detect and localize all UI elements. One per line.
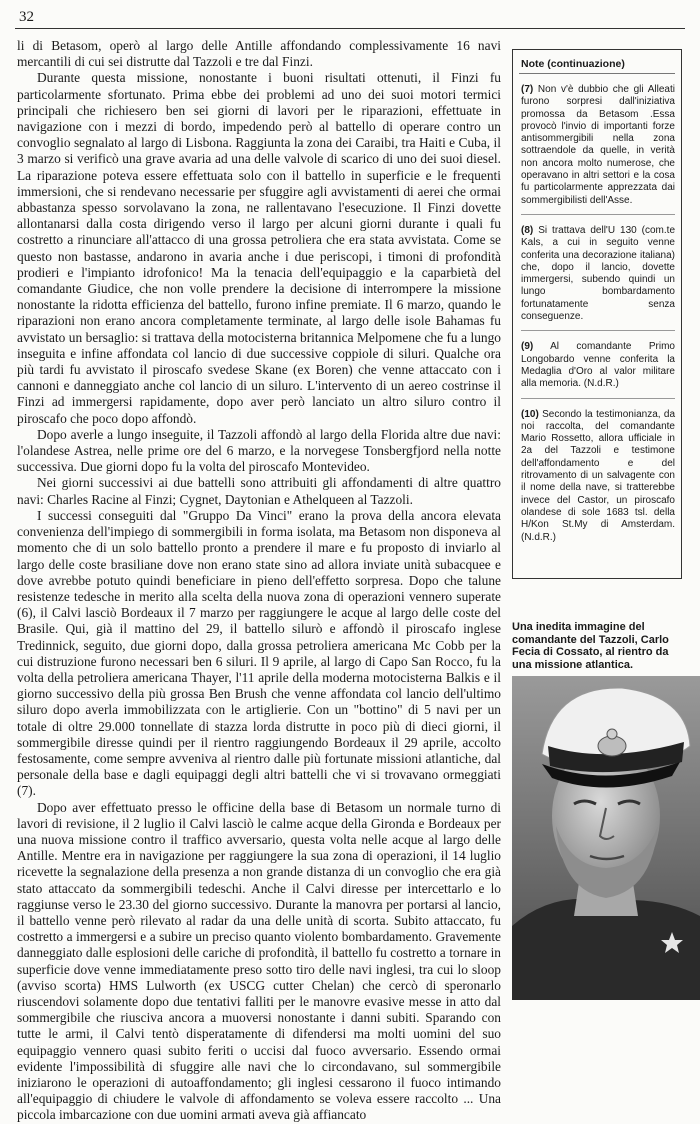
body-paragraph-1: li di Betasom, operò al largo delle Antille affondando complessivamente 16 navi mercantili di cui sei distrutte dal Tazzoli e tre dal Finzi. xyxy=(17,38,501,70)
body-paragraph-5: I successi conseguiti dal "Gruppo Da Vinci" erano la prova della ancora elevata convenienza dell'impiego di sommergibili in forma isolata, ma Betasom non disponeva al momento che di un solo battello pronto a prendere il mare e fu proposto di inviarlo al largo delle coste brasiliane dove non erano state sino ad allora inviate unità subacquee e dove avrebbe potuto quindi beneficiare in pieno dell'effetto sorpresa. Dopo che talune resistenze tedesche in merito alla scelta della nuova zona di operazioni vennero superate (6), il Calvi lasciò Bordeaux il 7 marzo per raggiungere le acque al largo delle coste del Brasile. Qui, già il mattino del 29, il battello silurò e affondò il piroscafo inglese Tredinnick, seguito, due giorni dopo, dalla grossa petroliera americana Mc Cobb per la cui distruzione furono necessari ben 6 siluri. Il 9 aprile, al largo di Capo San Rocco, fu la volta della petroliera americana Thayer, l'11 aprile della moderna motocisterna Balkis e il giorno successivo della più grossa Ben Brush che venne affondata col lancio dell'ultimo siluro dopo averla immobilizzata con le artiglierie. Con un "bottino" di 5 navi per un totale di oltre 29.000 tonnellate di stazza lorda distrutte in poco più di dieci giorni, il sommergibile diresse quindi per il rientro raggiungendo Bordeaux il 29 aprile, accolto festosamente, come sempre avveniva al rientro dalle più fortunate missioni atlantiche, dal personale della base e dagli equipaggi degli altri battelli che vi si trovavano ormeggiati (7). xyxy=(17,507,501,799)
note-number: (8) xyxy=(521,224,534,236)
body-paragraph-3: Dopo averle a lungo inseguite, il Tazzoli affondò al largo della Florida altre due navi: l'olandese Astrea, nelle prime ore del 6 marzo, e la norvegese Tonsbergfjord nella notte successiva. Due giorni dopo fu la volta del piroscafo Montevideo. xyxy=(17,426,501,475)
note-9 xyxy=(521,341,675,398)
note-text: Al comandante Primo Longobardo venne conferita la Medaglia d'Oro al valor militare alla memoria. (N.d.R.) xyxy=(521,341,675,390)
body-paragraph-2: Durante questa missione, nonostante i buoni risultati ottenuti, il Finzi fu particolarmente sfortunato. Prima ebbe dei problemi ad uno dei suoi motori termici principali che richiesero ben sei giorni di lavori per le riparazioni, effettuate in navigazione con i mezzi di bordo, impedendo però al battello di operare contro un convoglio segnalato al largo di Lisbona. Raggiunta la zona dei Caraibi, tra Haiti e Cuba, il 3 marzo si verificò una grave avaria ad una delle valvole di scarico di uno dei suoi diesel. La riparazione poteva essere effettuata solo con il battello in superficie e le frequenti immersioni, che si rendevano necessarie per sfuggire agli avvistamenti di aerei che ormai abbastanza spesso sorvolavano la zona, ne rallentavano l'esecuzione. Il Finzi dovette allontanarsi dalla costa dirigendo verso il largo per alcuni giorni durante i quali fu costretto a rinunciare all'attacco di una grossa petroliera che era stata avvistata. Come se questo non bastasse, andarono in avaria anche i due periscopi, i timoni di profondità prodieri e l'impianto idrofonico! Ma la tenacia dell'equipaggio e la caparbietà del comandante Giudice, che non volle prendere la decisione di interrompere la missione nonostante la ridotta efficienza del battello, furono infine premiate. Il 6 marzo, quando le riparazioni non erano ancora completamente terminate, al largo delle isole Bahamas fu avvistato un bersaglio: si trattava della motocisterna britannica Melpomene che fu a lungo inseguita e infine affondata col lancio di due successive coppiole di siluri. Qualche ora più tardi fu avvistato il piroscafo svedese Skane (ex Boren) che venne attaccato con i cannoni e danneggiato anche col lancio di un siluro. L'intervento di un aereo costrinse il Finzi ad immergersi rapidamente, dopo aver però lanciato un altro siluro contro il piroscafo che poco dopo affondò. xyxy=(17,70,501,426)
notes-sidebar xyxy=(512,49,682,579)
note-text: Secondo la testimonianza, da noi raccolta, del comandante Mario Rossetto, allora ufficiale in 2a del Tazzoli e testimone dell'affondamento e del ritrovamento di un salvagente con il nome della nave, si tratterebbe invece del Castor, un piroscafo olandese di sole 1683 tsl. della H/Kon St.My di Amsterdam. (N.d.R.) xyxy=(521,408,676,543)
page-number: 32 xyxy=(19,9,34,25)
body-paragraph-6: Dopo aver effettuato presso le officine della base di Betasom un normale turno di lavori di revisione, il 2 luglio il Calvi lasciò le calme acque della Gironda e Bordeaux per una nuova missione contro il traffico avversario, questa volta nelle acque al largo delle Antille. Mentre era in navigazione per raggiungere la sua zona di operazioni, il 14 luglio ricevette la segnalazione della presenza a non grande distanza di un convoglio che era già stato attaccato da sommergibili tedeschi. Anche il Calvi diresse per intercettarlo e lo raggiunse verso le 23.30 del giorno successivo. Durante la manovra per portarsi al lancio, il battello venne però rilevato al radar da una delle unità di scorta. Subito attaccato, fu costretto a immergersi e a subire un preciso quanto violento bombardamento. Gravemente danneggiato dalle esplosioni delle cariche di profondità, il battello fu costretto a tornare in superficie dove venne immediatamente preso sotto tiro delle navi inglesi, tra cui lo sloop (avviso scorta) HMS Lulworth (ex USCG cutter Chelan) che cercò di speronarlo riuscendovi solamente dopo due tentativi falliti per le manovre evasive messe in atto dal sommergibile che riusciva ancora a muoversi nonostante i danni subiti. Sparando con tutte le armi, il Calvi tentò disperatamente di difendersi ma molti uomini del suo equipaggio vennero quasi subito feriti o uccisi dal fuoco avversario. Essendo ormai evidente l'impossibilità di sfuggire alle navi che lo circondavano, sul sommergibile iniziarono le operazioni di autoaffondamento; gli inglesi cessarono il fuoco intimando all'equipaggio di chiudere le valvole di affondamento se voleva essere raccolto ... Una piccola imbarcazione con due uomini armati aveva già affiancato xyxy=(17,799,501,1123)
note-divider xyxy=(521,214,675,215)
photo-caption: Una inedita immagine del comandante del Tazzoli, Carlo Fecia di Cossato, al rientro da una missione atlantica. xyxy=(512,621,669,671)
note-text: Si trattava dell'U 130 (com.te Kals, a cui in seguito venne conferita una decorazione italiana) che, dopo il lancio, dovette immergersi, subendo quindi un lungo bombardamento fortunatamente senza conseguenze. xyxy=(521,224,676,323)
note-divider xyxy=(521,330,675,331)
note-10 xyxy=(521,409,675,544)
note-divider xyxy=(521,398,675,399)
notes-title: Note (continuazione) xyxy=(519,54,675,74)
main-text-column xyxy=(17,38,501,1124)
commander-portrait-photo xyxy=(512,676,700,1000)
note-number: (10) xyxy=(521,408,539,420)
note-7 xyxy=(521,84,675,215)
body-paragraph-4: Nei giorni successivi ai due battelli sono attribuiti gli affondamenti di altre quattro navi: Charles Racine al Finzi; Cygnet, Daytonian e Athelqueen al Tazzoli. xyxy=(17,475,501,507)
note-number: (7) xyxy=(521,84,534,95)
note-text: Non v'è dubbio che gli Alleati furono sorpresi dall'iniziativa promossa da Betasom .Essa provocò l'invio di importanti forze antisommergibili nella zona sottraendole da quelle, in verità non ancora molto numerose, che operavano in altri settori e la cosa fu particolarmente apprezzata dai sommergibilisti dell'Asse. xyxy=(521,84,675,206)
portrait-image xyxy=(512,676,700,1000)
page-header xyxy=(15,8,685,29)
note-8 xyxy=(521,225,675,331)
note-number: (9) xyxy=(521,341,534,353)
